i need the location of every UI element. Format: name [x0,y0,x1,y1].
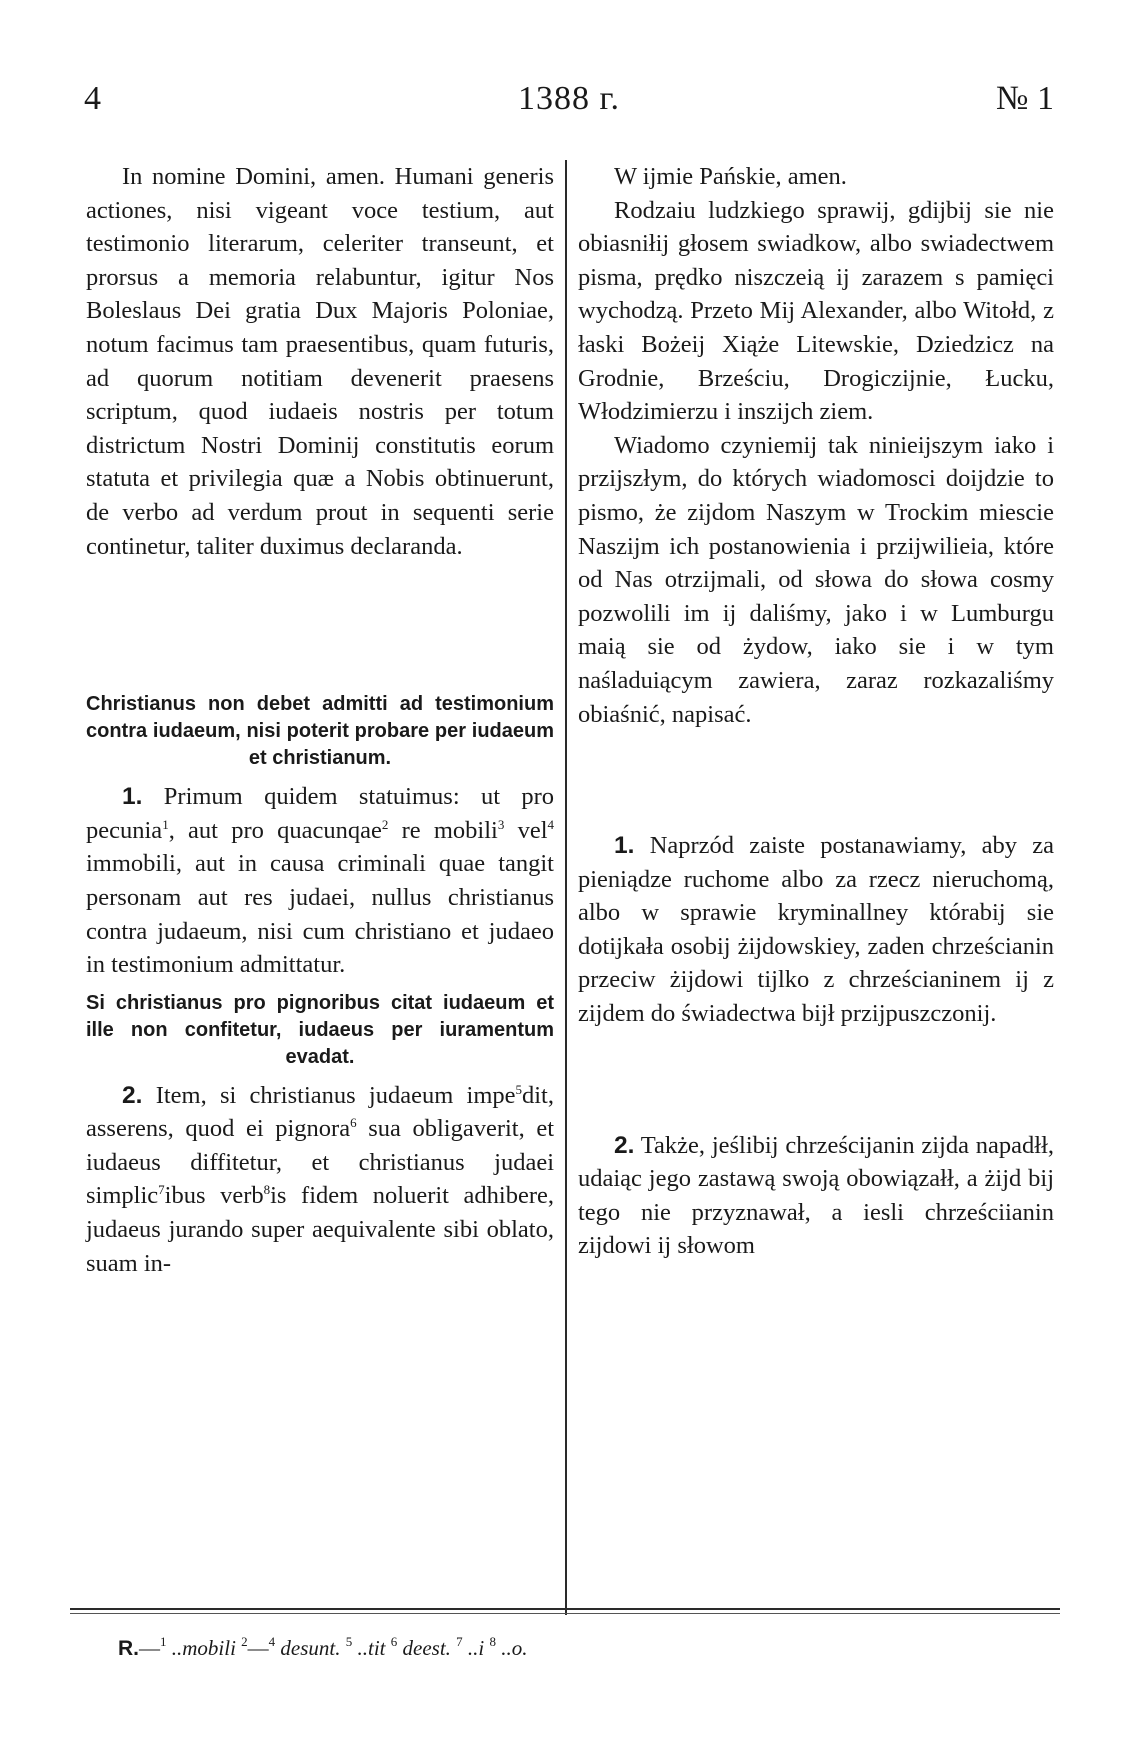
text-run: Item, si christianus judaeum impe [155,1081,516,1109]
note-ref: 8 [489,1634,497,1649]
footnote-line [118,1636,528,1661]
dash: — [247,1636,269,1660]
variant: ..tit [357,1636,386,1660]
note-ref: 6 [390,1634,398,1649]
latin-intro: In nomine Domini, amen. Humani generis actiones, nisi vigeant voce testium, aut testimonio literarum, celeriter transeunt, et prorsus a memoria relabuntur, igitur Nos Boleslaus Dei gratia Dux Majoris Poloniae, notum facimus tam praesentibus, quam futuris, ad quorum notitiam devenerit praesens scriptum, quod iudaeis nostris per totum districtum Nostri Dominij constitutis eorum statuta et privilegia quæ a Nobis obtinuerunt, de verbo ad verdum prout in sequenti serie continetur, taliter duximus declaranda. [86,163,554,560]
spacer [86,563,554,691]
latin-column [86,160,554,1280]
variant: ..o. [501,1636,528,1660]
polish-article-1 [578,829,1054,1031]
note-ref: 7 [158,1182,165,1198]
note-ref: 5 [345,1634,353,1649]
text-run: Także, jeślibij chrześcijanin zijda napadłł, udaiąc jego zastawą swoją obowiązałł, a żijd bij tego nie przyznawał, a iesli chrześciianin zijdowi ij słowom [578,1131,1055,1260]
note-ref: 2 [241,1634,248,1649]
note-ref: 2 [381,816,389,832]
text-run: Naprzód zaiste postanawiamy, aby za pieniądze ruchome albo za rzecz nieruchomą, albo w sprawie kryminallney którabij sie dotijkała osobij żijdowskiey, zaden chrześcianin przeciw żijdowi tijlko z chrześcianinem ij z zijdem do świadectwa bijł przijpuszczonij. [578,832,1054,1028]
latin-article-2 [86,1079,554,1281]
polish-article-2 [578,1129,1054,1263]
text-run: Primum quidem statuimus: ut pro pecunia [86,783,555,844]
running-header [84,80,1054,130]
article-number: 1. [122,783,143,811]
note-ref: 5 [515,1081,522,1097]
document-number: № 1 [996,80,1054,117]
latin-rubric-1: Christianus non debet admitti ad testimonium contra iudaeum, nisi poterit probare per iudaeum et christianum. [86,693,554,770]
text-run: immobili, aut in causa criminali quae tangit personam aut res judaei, nullus christianus contra judaeum, nisi cum christiano et judaeo in testimonium admittatur. [86,850,554,979]
polish-invocation: W ijmie Pańskie, amen. [614,163,847,190]
column-divider [565,160,567,1615]
footnote-label: R. [118,1637,139,1660]
page-number: 4 [84,80,101,117]
latin-rubric-2: Si christianus pro pignoribus citat iudaeum et ille non confitetur, iudaeus per iuramentum evadat. [86,991,554,1068]
polish-preamble: Rodzaiu ludzkiego sprawij, gdijbij sie nie obiasniłij głosem swiadkow, albo swiadectwem pisma, prędko niszczeią ij zarazem s pamięci wychodzą. Przeto Mij Alexander, albo Witołd, z łaski Bożeij Xiąże Litewskie, Dziedzicz na Grodnie, Brześciu, Drogiczijnie, Łucku, Włodzimierzu i inszijch ziem. [578,196,1054,426]
polish-announcement: Wiadomo czyniemij tak ninieijszym iako i przijszłym, do których wiadomosci doijdzie to pismo, że zijdom Naszym w Trockim miescie Naszijm ich postanowienia i przijwilieia, które od Nas otrzijmali, od słowa do słowa cosmy pozwolili im ij daliśmy, jako i w Lumburgu maią sie od żydow, iako sie i w tym naśladuiącym zawiera, zaraz rozkazaliśmy obiaśnić, napisać. [578,431,1054,728]
note-ref: 8 [263,1182,271,1198]
variant: ..mobili [171,1636,236,1660]
variant: desunt. [280,1636,341,1660]
spacer [578,731,1054,829]
article-number: 2. [122,1081,143,1109]
polish-column [578,160,1054,1263]
note-ref: 4 [268,1634,276,1649]
footnote-rule [70,1608,1060,1610]
text-run: re mobili [401,816,498,844]
text-run: , aut pro quacunqae [168,816,382,844]
note-ref: 1 [160,1634,167,1649]
text-run: ibus verb [164,1182,264,1210]
variant: ..i [467,1636,485,1660]
text-run: is fidem noluerit adhibere, judaeus jurando super aequivalente sibi oblato, suam in- [86,1182,555,1277]
latin-article-1 [86,780,554,982]
note-ref: 4 [547,816,555,832]
page-year: 1388 г. [517,80,621,117]
text-run: dit, asserens, quod ei pignora [86,1081,554,1143]
dash: — [139,1636,160,1660]
text-run: sua obligaverit, et iudaeus diffitetur, et christianus judaei simplic [86,1115,555,1210]
note-ref: 6 [350,1115,357,1131]
note-ref: 7 [456,1634,463,1649]
spacer [578,1031,1054,1129]
article-number: 1. [614,832,635,860]
article-number: 2. [614,1131,635,1159]
footnote-rule-thin [70,1613,1060,1614]
note-ref: 3 [497,816,505,832]
note-ref: 1 [162,816,169,832]
variant: deest. [402,1636,451,1660]
text-run: vel [517,816,548,844]
